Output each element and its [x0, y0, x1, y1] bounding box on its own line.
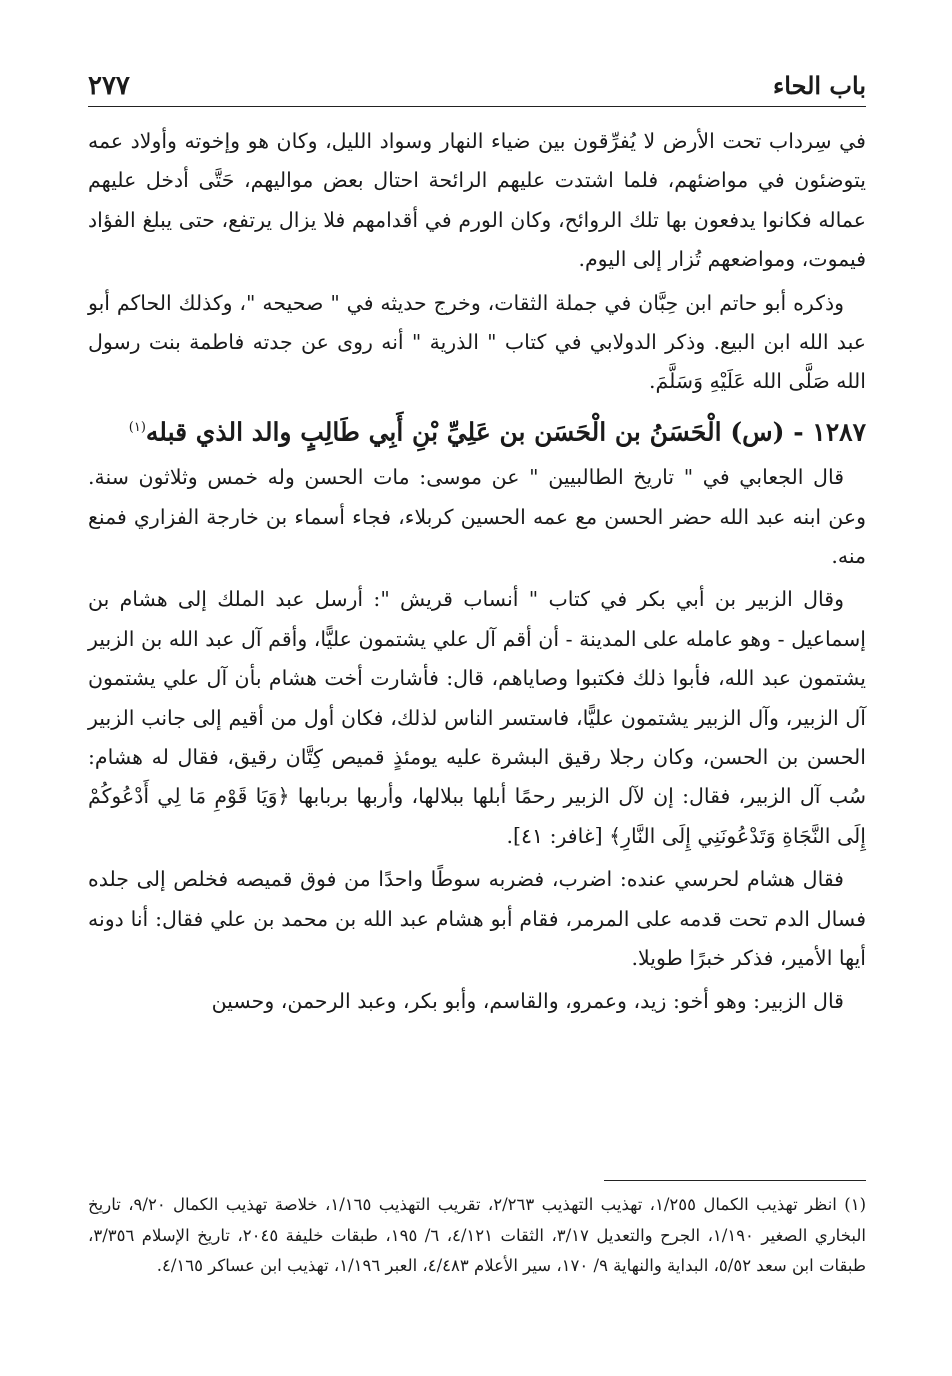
- entry-title: ١٢٨٧ - (س) الْحَسَنُ بن الْحَسَن بن عَلِيِّ بْنِ أَبِي طَالِبٍ والد الذي قبله: [145, 417, 866, 447]
- footnote-ref: (١): [128, 419, 146, 435]
- chapter-title: باب الحاء: [772, 71, 866, 100]
- paragraph-3: قال الجعابي في " تاريخ الطالبيين " عن موسى: مات الحسن وله خمس وثلاثون سنة. وعن ابنه عبد الله حضر الحسن مع عمه الحسين كربلاء، فجاء أسماء بن خارجة الفزاري فمنع منه.: [88, 465, 866, 568]
- main-text: [88, 122, 866, 1026]
- paragraph-6: قال الزبير: وهو أخو: زيد، وعمرو، والقاسم، وأبو بكر، وعبد الرحمن، وحسين: [211, 989, 844, 1014]
- footnotes: [88, 1190, 866, 1282]
- footnote-1: (١) انظر تهذيب الكمال ١/٢٥٥، تهذيب التهذيب ٢/٢٦٣، تقريب التهذيب ١/١٦٥، خلاصة تهذيب الكمال ٩/٢٠، تاريخ البخاري الصغير ١/١٩٠، الجرح والتعديل ٣/١٧، الثقات ٤/١٢١، ٦/ ١٩٥، طبقات خليفة ٢٠٤٥، تاريخ الإسلام ٣/٣٥٦، طبقات ابن سعد ٥/٥٢، البداية والنهاية ٩/ ١٧٠، سير الأعلام ٤/٤٨٣، العبر ١/١٩٦، تهذيب ابن عساكر ٤/١٦٥.: [88, 1195, 866, 1275]
- footnote-divider: [604, 1180, 866, 1181]
- paragraph-2: وذكره أبو حاتم ابن حِبَّان في جملة الثقات، وخرج حديثه في " صحيحه "، وكذلك الحاكم أبو عبد الله ابن البيع. وذكر الدولابي في كتاب " الذرية " أنه روى عن جدته فاطمة بنت رسول الله صَلَّى الله عَلَيْهِ وَسَلَّمَ.: [88, 290, 866, 394]
- paragraph-4: وقال الزبير بن أبي بكر في كتاب " أنساب قريش ": أرسل عبد الملك إلى هشام بن إسماعيل - وهو عامله على المدينة - أن أقم آل علي يشتمون عليًّا، وأقم آل عبد الله بن الزبير يشتمون عبد الله، فأبوا ذلك فكتبوا وصاياهم، قال: فأشارت أخت هشام بأن آل علي يشتمون آل الزبير، وآل الزبير يشتمون عليًّا، فاستسر الناس لذلك، فكان أول من أقيم إلى جانب الزبير الحسن بن الحسن، وكان رجلا رقيق البشرة عليه يومئذٍ قميص كِتَّان رقيق، فقال له هشام: سُب آل الزبير، فقال: إن لآل الزبير رحمًا أبلها ببلالها، وأربها بربابها ﴿وَيَا قَوْمِ مَا لِي أَدْعُوكُمْ إِلَى النَّجَاةِ وَتَدْعُونَنِي إِلَى النَّارِ﴾ [غافر: ٤١].: [88, 587, 866, 848]
- paragraph-1: في سِرداب تحت الأرض لا يُفرِّقون بين ضياء النهار وسواد الليل، وكان هو وإخوته وأولاد عمه يتوضئون في مواضئهم، فلما اشتدت عليهم الرائحة احتال بعض مواليهم، حَتَّى أدخل عليهم عماله فكانوا يدفعون بها تلك الروائح، وكان الورم في أقدامهم فلا يزال يرتفع، حتى يبلغ الفؤاد فيموت، ومواضعهم تُزار إلى اليوم.: [88, 129, 866, 272]
- page-number: ٢٧٧: [88, 71, 130, 101]
- running-header: [88, 62, 866, 107]
- paragraph-5: فقال هشام لحرسي عنده: اضرب، فضربه سوطًا واحدًا من فوق قميصه فخلص إلى جلده فسال الدم تحت قدمه على المرمر، فقام أبو هشام عبد الله بن محمد بن علي فقال: أنا دونه أيها الأمير، فذكر خبرًا طويلا.: [88, 867, 866, 971]
- entry-heading: [88, 406, 866, 454]
